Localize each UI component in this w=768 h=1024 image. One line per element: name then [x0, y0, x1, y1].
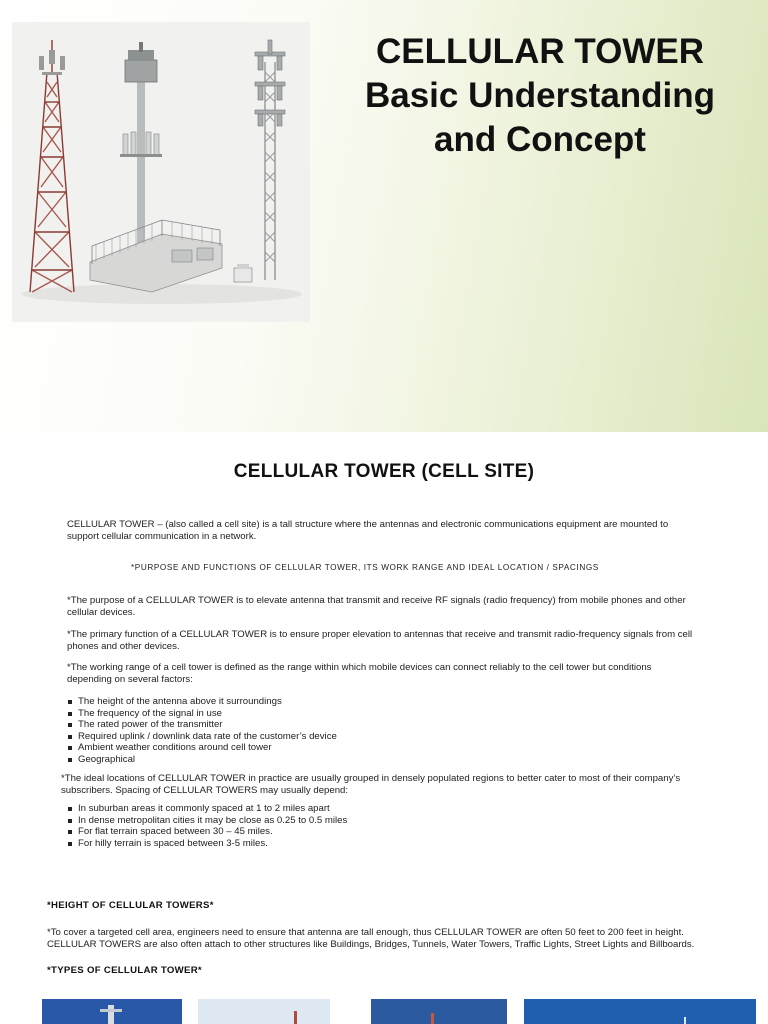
definition-line-1: CELLULAR TOWER – (also called a cell site) is a tall structure where the antennas and electronic communications equipment are mounted to — [67, 519, 669, 530]
range-line-1: *The working range of a cell tower is defined as the range within which mobile devices can connect reliably to the cell tower but conditions — [67, 662, 652, 673]
list-item: In dense metropolitan cities it may be close as 0.25 to 0.5 miles — [67, 815, 347, 827]
purpose-line-2: cellular devices. — [67, 606, 136, 618]
equipment-cabinet — [234, 264, 252, 282]
title-line-2: Basic Understanding — [364, 76, 716, 115]
list-item: For flat terrain spaced between 30 – 45 miles. — [67, 826, 347, 838]
range-paragraph — [67, 662, 651, 685]
purpose-heading: *PURPOSE AND FUNCTIONS OF CELLULAR TOWER, ITS WORK RANGE AND IDEAL LOCATION / SPACINGS — [131, 563, 599, 572]
range-line-2: depending on several factors: — [67, 673, 193, 685]
locations-paragraph — [61, 773, 680, 796]
title-slide — [0, 0, 768, 432]
lattice-tower — [30, 40, 74, 292]
definition-line-2: support cellular communication in a network. — [67, 530, 257, 542]
height-line-2: CELLULAR TOWERS are also often attach to other structures like Buildings, Bridges, Tunnels, Water Towers, Traffic Lights, Street Lights and Billboards. — [47, 938, 695, 950]
function-line-1: *The primary function of a CELLULAR TOWER is to ensure proper elevation to antennas that receive and transmit radio-frequency signals from cell — [67, 629, 693, 640]
title-line-3: and Concept — [434, 120, 646, 159]
spacing-list — [67, 803, 347, 849]
purpose-paragraph — [67, 595, 686, 618]
tower-photo-3 — [371, 999, 507, 1024]
monopole-tower — [90, 42, 222, 292]
list-item: In suburban areas it commonly spaced at 1 to 2 miles apart — [67, 803, 347, 815]
content-slide — [0, 433, 768, 1024]
height-line-1: *To cover a targeted cell area, engineers need to ensure that antenna are tall enough, thus CELLULAR TOWER are often 50 feet to 200 feet in height. — [47, 927, 684, 938]
list-item: Ambient weather conditions around cell tower — [67, 742, 337, 754]
height-heading: *HEIGHT OF CELLULAR TOWERS* — [47, 900, 214, 911]
locations-line-2: subscribers. Spacing of CELLULAR TOWERS may usually depend: — [61, 784, 349, 796]
tower-photo-4 — [524, 999, 756, 1024]
height-paragraph — [47, 927, 694, 950]
list-item: The height of the antenna above it surroundings — [67, 696, 337, 708]
locations-line-1: *The ideal locations of CELLULAR TOWER in practice are usually grouped in densely populated regions to better cater to most of their company’s — [61, 773, 681, 784]
tall-lattice-tower — [265, 62, 275, 280]
tower-photo-1 — [42, 999, 182, 1024]
function-paragraph — [67, 629, 692, 652]
list-item: Required uplink / downlink data rate of the customer’s device — [67, 731, 337, 743]
list-item: For hilly terrain is spaced between 3-5 miles. — [67, 838, 347, 850]
types-heading: *TYPES OF CELLULAR TOWER* — [47, 965, 202, 976]
title-line-1: CELLULAR TOWER — [376, 32, 704, 71]
purpose-line-1: *The purpose of a CELLULAR TOWER is to elevate antenna that transmit and receive RF signals (radio frequency) from mobile phones and other — [67, 595, 686, 606]
tower-type-photo — [198, 999, 330, 1024]
slide-title — [320, 30, 760, 162]
tower-type-photo — [524, 999, 756, 1024]
tower-type-photo — [371, 999, 507, 1024]
definition-paragraph — [67, 519, 668, 542]
list-item: The frequency of the signal in use — [67, 708, 337, 720]
factors-list — [67, 696, 337, 765]
list-item: Geographical — [67, 754, 337, 766]
tower-photo-2 — [198, 999, 330, 1024]
list-item: The rated power of the transmitter — [67, 719, 337, 731]
towers-drawing — [12, 22, 310, 322]
function-line-2: phones and other devices. — [67, 640, 180, 652]
tower-type-photo — [42, 999, 182, 1024]
cell-site-heading: CELLULAR TOWER (CELL SITE) — [233, 461, 535, 482]
tower-illustration — [12, 22, 310, 322]
